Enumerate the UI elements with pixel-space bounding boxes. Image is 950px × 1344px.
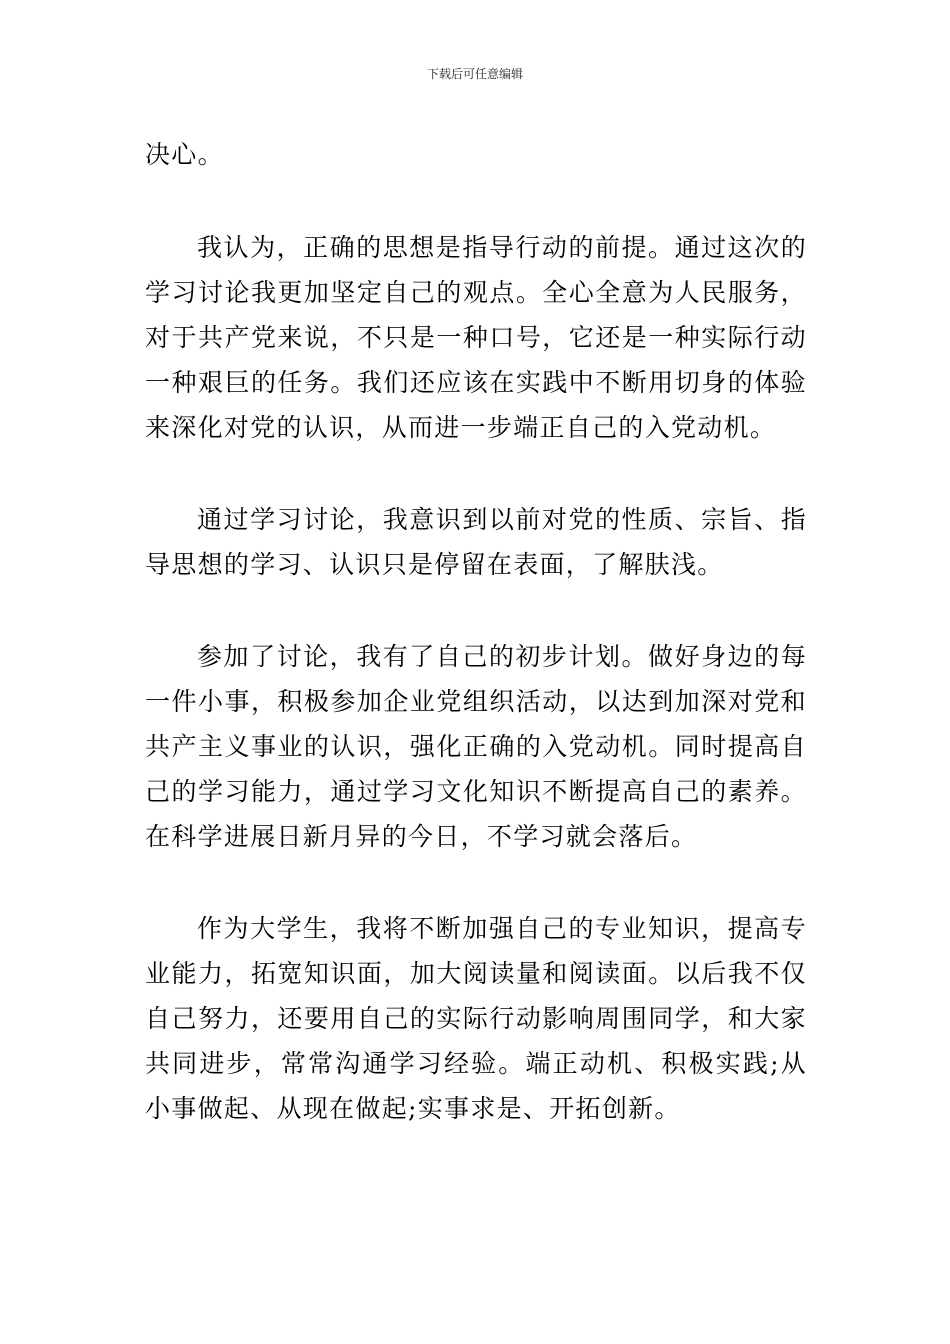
paragraph-continuation: 决心。 (145, 140, 224, 169)
page-header: 下载后可任意编辑 (426, 67, 523, 81)
paragraph-spacer (145, 450, 807, 497)
paragraph: 作为大学生，我将不断加强自己的专业知识，提高专业能力，拓宽知识面，加大阅读量和阅读面。以后我不仅自己努力，还要用自己的实际行动影响周围同学，和大家共同进步，常常沟通学习经验。端正动机、积极实践;从小事做起、从现在做起;实事求是、开拓创新。 (145, 914, 807, 1123)
paragraph: 通过学习讨论，我意识到以前对党的性质、宗旨、指导思想的学习、认识只是停留在表面，了解肤浅。 (145, 505, 807, 579)
paragraph-spacer (145, 859, 807, 906)
paragraph-spacer (145, 587, 807, 634)
paragraph: 参加了讨论，我有了自己的初步计划。做好身边的每一件小事，积极参加企业党组织活动，以达到加深对党和共产主义事业的认识，强化正确的入党动机。同时提高自己的学习能力，通过学习文化知识不断提高自己的素养。在科学进展日新月异的今日，不学习就会落后。 (145, 642, 807, 851)
paragraph-spacer (145, 177, 807, 225)
document-body (145, 132, 807, 1131)
paragraph: 我认为，正确的思想是指导行动的前提。通过这次的学习讨论我更加坚定自己的观点。全心全意为人民服务，对于共产党来说，不只是一种口号，它还是一种实际行动一种艰巨的任务。我们还应该在实践中不断用切身的体验来深化对党的认识，从而进一步端正自己的入党动机。 (145, 233, 807, 442)
